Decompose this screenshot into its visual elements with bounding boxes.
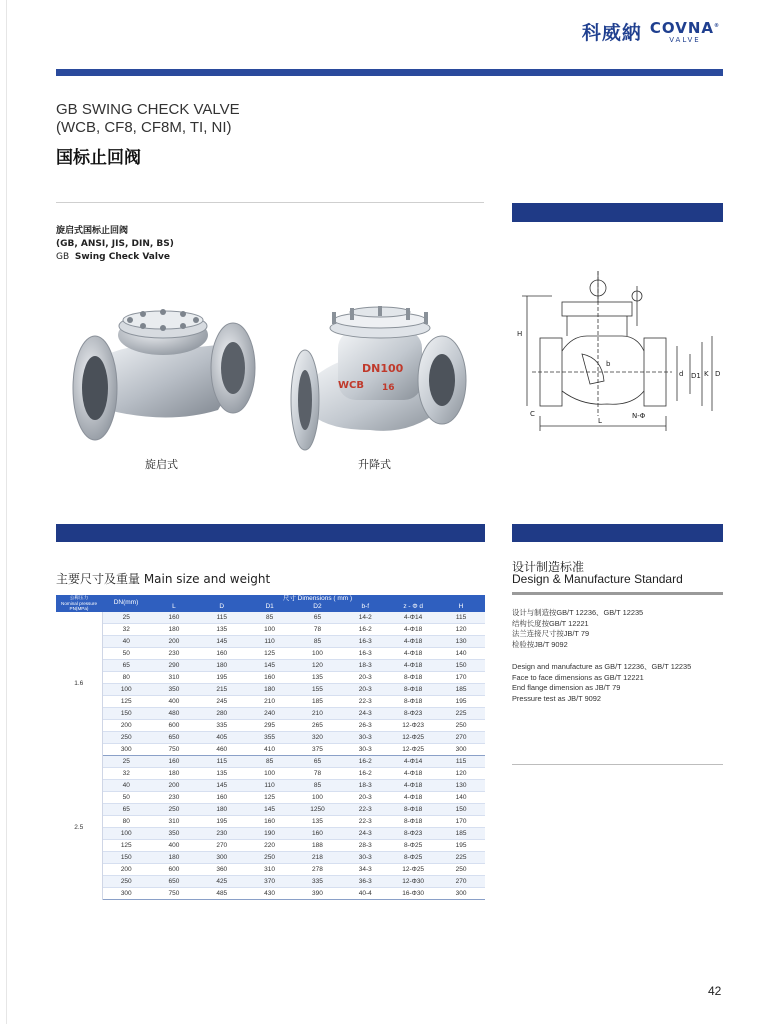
- dn-cell: 250: [102, 875, 150, 887]
- svg-text:C: C: [530, 410, 535, 418]
- dn-cell: 125: [102, 839, 150, 851]
- valve-section-drawing: [512, 266, 724, 438]
- table-cell: 24-3: [341, 707, 389, 719]
- table-cell: 200: [150, 779, 198, 791]
- table-cell: 12-Φ30: [389, 875, 437, 887]
- table-cell: 230: [150, 791, 198, 803]
- table-cell: 140: [437, 791, 485, 803]
- dn-cell: 300: [102, 743, 150, 755]
- table-cell: 20-3: [341, 791, 389, 803]
- table-cell: 375: [294, 743, 342, 755]
- page-title-cn: 国标止回阀: [56, 148, 141, 168]
- table-cell: 220: [246, 839, 294, 851]
- svg-text:16: 16: [382, 383, 395, 393]
- product-intro: [56, 225, 174, 264]
- table-cell: 145: [198, 779, 246, 791]
- dn-cell: 100: [102, 683, 150, 695]
- dn-cell: 80: [102, 671, 150, 683]
- table-cell: 110: [246, 635, 294, 647]
- table-cell: 250: [246, 851, 294, 863]
- table-cell: 130: [437, 779, 485, 791]
- dn-cell: 50: [102, 647, 150, 659]
- dn-cell: 40: [102, 635, 150, 647]
- table-cell: 4-Φ18: [389, 659, 437, 671]
- table-cell: 30-3: [341, 743, 389, 755]
- table-cell: 750: [150, 743, 198, 755]
- table-cell: 125: [246, 647, 294, 659]
- table-cell: 400: [150, 695, 198, 707]
- table-cell: 400: [150, 839, 198, 851]
- col-header-D2: D2: [294, 603, 342, 611]
- table-cell: 160: [198, 791, 246, 803]
- table-cell: 34-3: [341, 863, 389, 875]
- table-cell: 115: [437, 612, 485, 624]
- drawing-header-bar: [512, 203, 723, 222]
- standard-en-item: Design and manufacture as GB/T 12236、GB/T 12235: [512, 662, 692, 671]
- table-cell: 145: [246, 803, 294, 815]
- title-divider: [56, 202, 484, 203]
- brand-logo: [582, 18, 720, 45]
- col-header-H: H: [437, 603, 485, 611]
- table-cell: 650: [150, 875, 198, 887]
- standard-cn-item: 检验按JB/T 9092: [512, 639, 568, 649]
- table-cell: 170: [437, 815, 485, 827]
- table-cell: 4-Φ18: [389, 647, 437, 659]
- standard-cn-item: 结构长度按GB/T 12221: [512, 618, 589, 628]
- svg-text:D1: D1: [691, 372, 701, 380]
- standard-list: [512, 608, 727, 704]
- dn-cell: 25: [102, 612, 150, 624]
- col-header-zd: z - Φ d: [389, 603, 437, 611]
- table-cell: 110: [246, 779, 294, 791]
- table-cell: 30-3: [341, 851, 389, 863]
- table-cell: 270: [437, 731, 485, 743]
- table-cell: 295: [246, 719, 294, 731]
- table-cell: 115: [198, 755, 246, 767]
- table-cell: 40-4: [341, 887, 389, 899]
- table-cell: 360: [198, 863, 246, 875]
- table-cell: 485: [198, 887, 246, 899]
- table-cell: 115: [198, 612, 246, 624]
- standard-title-cn: 设计制造标准: [512, 560, 585, 574]
- table-row: [56, 803, 485, 815]
- table-cell: 12-Φ23: [389, 719, 437, 731]
- table-cell: 145: [246, 659, 294, 671]
- table-cell: 8-Φ23: [389, 707, 437, 719]
- brand-chinese-name: 科威納: [581, 22, 642, 44]
- table-cell: 155: [294, 683, 342, 695]
- table-cell: 335: [294, 875, 342, 887]
- dn-cell: 200: [102, 719, 150, 731]
- table-cell: 100: [246, 767, 294, 779]
- dn-cell: 50: [102, 791, 150, 803]
- table-cell: 320: [294, 731, 342, 743]
- table-cell: 195: [437, 695, 485, 707]
- standard-end-rule: [512, 764, 723, 765]
- table-row: [56, 839, 485, 851]
- table-cell: 370: [246, 875, 294, 887]
- table-cell: 195: [437, 839, 485, 851]
- dn-cell: 40: [102, 779, 150, 791]
- table-row: [56, 779, 485, 791]
- table-cell: 278: [294, 863, 342, 875]
- table-row: [56, 863, 485, 875]
- table-cell: 135: [198, 623, 246, 635]
- dn-header: DN(mm): [102, 595, 150, 612]
- dn-cell: 65: [102, 659, 150, 671]
- table-cell: 22-3: [341, 815, 389, 827]
- table-cell: 115: [437, 755, 485, 767]
- table-cell: 150: [437, 659, 485, 671]
- table-cell: 20-3: [341, 683, 389, 695]
- table-cell: 230: [150, 647, 198, 659]
- table-row: [56, 659, 485, 671]
- table-cell: 188: [294, 839, 342, 851]
- table-cell: 310: [246, 863, 294, 875]
- svg-text:H: H: [517, 330, 523, 338]
- page-title-en: GB SWING CHECK VALVE: [56, 101, 240, 118]
- table-cell: 120: [437, 767, 485, 779]
- table-cell: 410: [246, 743, 294, 755]
- table-cell: 480: [150, 707, 198, 719]
- standard-divider: [512, 592, 723, 595]
- table-cell: 22-3: [341, 803, 389, 815]
- table-cell: 300: [198, 851, 246, 863]
- table-cell: 20-3: [341, 671, 389, 683]
- table-cell: 100: [294, 791, 342, 803]
- table-row: [56, 755, 485, 767]
- table-cell: 180: [246, 683, 294, 695]
- table-row: [56, 695, 485, 707]
- table-cell: 200: [150, 635, 198, 647]
- table-row: [56, 767, 485, 779]
- col-header-D: D: [198, 603, 246, 611]
- table-cell: 125: [246, 791, 294, 803]
- table-cell: 180: [150, 851, 198, 863]
- table-cell: 350: [150, 827, 198, 839]
- table-cell: 26-3: [341, 719, 389, 731]
- table-row: [56, 875, 485, 887]
- dimensions-table: [56, 595, 485, 900]
- table-cell: 8-Φ18: [389, 695, 437, 707]
- dn-cell: 32: [102, 767, 150, 779]
- table-cell: 85: [294, 779, 342, 791]
- standard-en-item: Face to face dimensions as GB/T 12221: [512, 672, 644, 682]
- table-cell: 225: [437, 851, 485, 863]
- standard-title-en: Design & Manufacture Standard: [512, 572, 683, 586]
- table-cell: 215: [198, 683, 246, 695]
- brand-wordmark: [650, 19, 720, 45]
- table-cell: 210: [246, 695, 294, 707]
- table-cell: 18-3: [341, 779, 389, 791]
- table-cell: 180: [150, 767, 198, 779]
- lift-check-valve-photo: [290, 300, 470, 455]
- table-cell: 185: [437, 683, 485, 695]
- table-cell: 310: [150, 815, 198, 827]
- standard-cn-item: 法兰连接尺寸按JB/T 79: [512, 629, 590, 638]
- table-cell: 8-Φ18: [389, 815, 437, 827]
- dn-cell: 100: [102, 827, 150, 839]
- table-cell: 290: [150, 659, 198, 671]
- table-cell: 280: [198, 707, 246, 719]
- table-cell: 78: [294, 767, 342, 779]
- standard-cn-item: 设计与制造按GB/T 12236、GB/T 12235: [512, 608, 644, 617]
- dn-cell: 150: [102, 707, 150, 719]
- table-cell: 16-3: [341, 647, 389, 659]
- page-number: 42: [708, 984, 722, 998]
- table-cell: 18-3: [341, 659, 389, 671]
- table-cell: 185: [437, 827, 485, 839]
- dn-cell: 200: [102, 863, 150, 875]
- table-cell: 78: [294, 623, 342, 635]
- table-cell: 270: [198, 839, 246, 851]
- table-cell: 160: [150, 755, 198, 767]
- table-cell: 135: [294, 671, 342, 683]
- table-cell: 195: [198, 815, 246, 827]
- table-cell: 310: [150, 671, 198, 683]
- dn-cell: 32: [102, 623, 150, 635]
- dn-cell: 25: [102, 755, 150, 767]
- table-cell: 600: [150, 719, 198, 731]
- intro-en: GB Swing Check Valve: [56, 252, 170, 262]
- standard-en-item: End flange dimension as JB/T 79: [512, 683, 621, 692]
- table-row: [56, 827, 485, 839]
- col-header-bf: b-f: [341, 603, 389, 611]
- svg-text:N-Φ: N-Φ: [632, 412, 646, 420]
- table-cell: 16-3: [341, 635, 389, 647]
- table-row: [56, 851, 485, 863]
- pn-cell: 2.5: [56, 755, 102, 899]
- svg-text:DN100: DN100: [362, 362, 404, 375]
- table-cell: 250: [437, 863, 485, 875]
- table-row: [56, 612, 485, 624]
- intro-cn: 旋启式国标止回阀: [56, 226, 129, 236]
- table-cell: 120: [294, 659, 342, 671]
- table-cell: 250: [150, 803, 198, 815]
- table-cell: 100: [294, 647, 342, 659]
- table-cell: 120: [437, 623, 485, 635]
- table-cell: 140: [437, 647, 485, 659]
- table-cell: 4-Φ18: [389, 779, 437, 791]
- table-cell: 28-3: [341, 839, 389, 851]
- table-row: [56, 791, 485, 803]
- dn-cell: 65: [102, 803, 150, 815]
- table-cell: 180: [198, 803, 246, 815]
- table-cell: 240: [246, 707, 294, 719]
- table-row: [56, 683, 485, 695]
- table-cell: 270: [437, 875, 485, 887]
- dimensions-body: [56, 612, 485, 900]
- table-cell: 8-Φ18: [389, 671, 437, 683]
- table-row: [56, 887, 485, 899]
- table-row: [56, 743, 485, 755]
- swing-check-valve-photo: [68, 290, 263, 450]
- table-cell: 12-Φ25: [389, 731, 437, 743]
- table-cell: 245: [198, 695, 246, 707]
- table-cell: 160: [198, 647, 246, 659]
- dn-cell: 80: [102, 815, 150, 827]
- col-header-L: L: [150, 603, 198, 611]
- table-row: [56, 647, 485, 659]
- table-cell: 30-3: [341, 731, 389, 743]
- table-cell: 300: [437, 887, 485, 899]
- table-cell: 425: [198, 875, 246, 887]
- table-cell: 8-Φ25: [389, 839, 437, 851]
- table-cell: 390: [294, 887, 342, 899]
- table-cell: 350: [150, 683, 198, 695]
- pn-header: 公称压力 Nominal pressure PN(MPa): [56, 595, 102, 612]
- table-cell: 4-Φ14: [389, 755, 437, 767]
- pn-cell: 1.6: [56, 612, 102, 756]
- size-table-header-bar: [56, 524, 485, 542]
- dimensions-header: 尺寸 Dimensions ( mm ): [150, 595, 485, 603]
- table-cell: 180: [198, 659, 246, 671]
- table-cell: 12-Φ25: [389, 743, 437, 755]
- dn-cell: 150: [102, 851, 150, 863]
- table-cell: 4-Φ14: [389, 612, 437, 624]
- standard-en-item: Pressure test as JB/T 9092: [512, 693, 602, 703]
- table-cell: 160: [246, 815, 294, 827]
- table-cell: 160: [150, 612, 198, 624]
- header-bar: [56, 69, 723, 76]
- table-row: [56, 815, 485, 827]
- table-cell: 100: [246, 623, 294, 635]
- table-cell: 22-3: [341, 695, 389, 707]
- table-cell: 135: [198, 767, 246, 779]
- table-cell: 130: [437, 635, 485, 647]
- table-row: [56, 635, 485, 647]
- table-cell: 160: [294, 827, 342, 839]
- svg-text:WCB: WCB: [338, 380, 364, 391]
- svg-text:L: L: [598, 417, 602, 425]
- table-row: [56, 623, 485, 635]
- table-cell: 1250: [294, 803, 342, 815]
- table-cell: 335: [198, 719, 246, 731]
- svg-text:K: K: [704, 370, 709, 378]
- table-cell: 8-Φ23: [389, 827, 437, 839]
- brand-name: COVNA®: [649, 18, 720, 37]
- table-cell: 430: [246, 887, 294, 899]
- table-cell: 12-Φ25: [389, 863, 437, 875]
- table-cell: 16-2: [341, 767, 389, 779]
- table-cell: 16-2: [341, 623, 389, 635]
- table-cell: 16-Φ30: [389, 887, 437, 899]
- table-cell: 16-2: [341, 755, 389, 767]
- table-cell: 135: [294, 815, 342, 827]
- standard-header-bar: [512, 524, 723, 542]
- svg-text:D: D: [715, 370, 721, 378]
- table-cell: 750: [150, 887, 198, 899]
- table-cell: 65: [294, 755, 342, 767]
- table-cell: 185: [294, 695, 342, 707]
- table-cell: 195: [198, 671, 246, 683]
- table-cell: 190: [246, 827, 294, 839]
- table-cell: 85: [246, 755, 294, 767]
- table-cell: 160: [246, 671, 294, 683]
- table-cell: 8-Φ18: [389, 683, 437, 695]
- table-cell: 36-3: [341, 875, 389, 887]
- brand-subtitle: VALVE: [669, 35, 701, 44]
- dn-cell: 250: [102, 731, 150, 743]
- table-cell: 4-Φ18: [389, 767, 437, 779]
- table-cell: 460: [198, 743, 246, 755]
- table-cell: 85: [246, 612, 294, 624]
- table-cell: 265: [294, 719, 342, 731]
- page-title-materials: (WCB, CF8, CF8M, TI, NI): [56, 119, 232, 136]
- table-cell: 230: [198, 827, 246, 839]
- lift-caption: 升降式: [358, 458, 391, 471]
- svg-text:d: d: [679, 370, 684, 378]
- intro-standards: (GB, ANSI, JIS, DIN, BS): [56, 239, 174, 249]
- table-cell: 85: [294, 635, 342, 647]
- dn-cell: 125: [102, 695, 150, 707]
- page-edge: [6, 0, 7, 1024]
- table-cell: 250: [437, 719, 485, 731]
- table-cell: 8-Φ18: [389, 803, 437, 815]
- table-cell: 4-Φ18: [389, 635, 437, 647]
- col-header-D1: D1: [246, 603, 294, 611]
- table-cell: 300: [437, 743, 485, 755]
- size-section-title: 主要尺寸及重量 Main size and weight: [56, 572, 271, 586]
- table-cell: 600: [150, 863, 198, 875]
- table-cell: 4-Φ18: [389, 791, 437, 803]
- table-cell: 218: [294, 851, 342, 863]
- svg-text:b: b: [606, 360, 611, 368]
- table-cell: 150: [437, 803, 485, 815]
- table-cell: 14-2: [341, 612, 389, 624]
- dn-cell: 300: [102, 887, 150, 899]
- table-cell: 145: [198, 635, 246, 647]
- table-cell: 170: [437, 671, 485, 683]
- table-row: [56, 719, 485, 731]
- table-cell: 180: [150, 623, 198, 635]
- table-cell: 24-3: [341, 827, 389, 839]
- table-row: [56, 707, 485, 719]
- table-cell: 405: [198, 731, 246, 743]
- swing-caption: 旋启式: [145, 458, 178, 471]
- table-cell: 650: [150, 731, 198, 743]
- table-cell: 4-Φ18: [389, 623, 437, 635]
- table-cell: 225: [437, 707, 485, 719]
- table-cell: 355: [246, 731, 294, 743]
- table-row: [56, 671, 485, 683]
- table-cell: 65: [294, 612, 342, 624]
- table-row: [56, 731, 485, 743]
- table-cell: 8-Φ25: [389, 851, 437, 863]
- table-cell: 210: [294, 707, 342, 719]
